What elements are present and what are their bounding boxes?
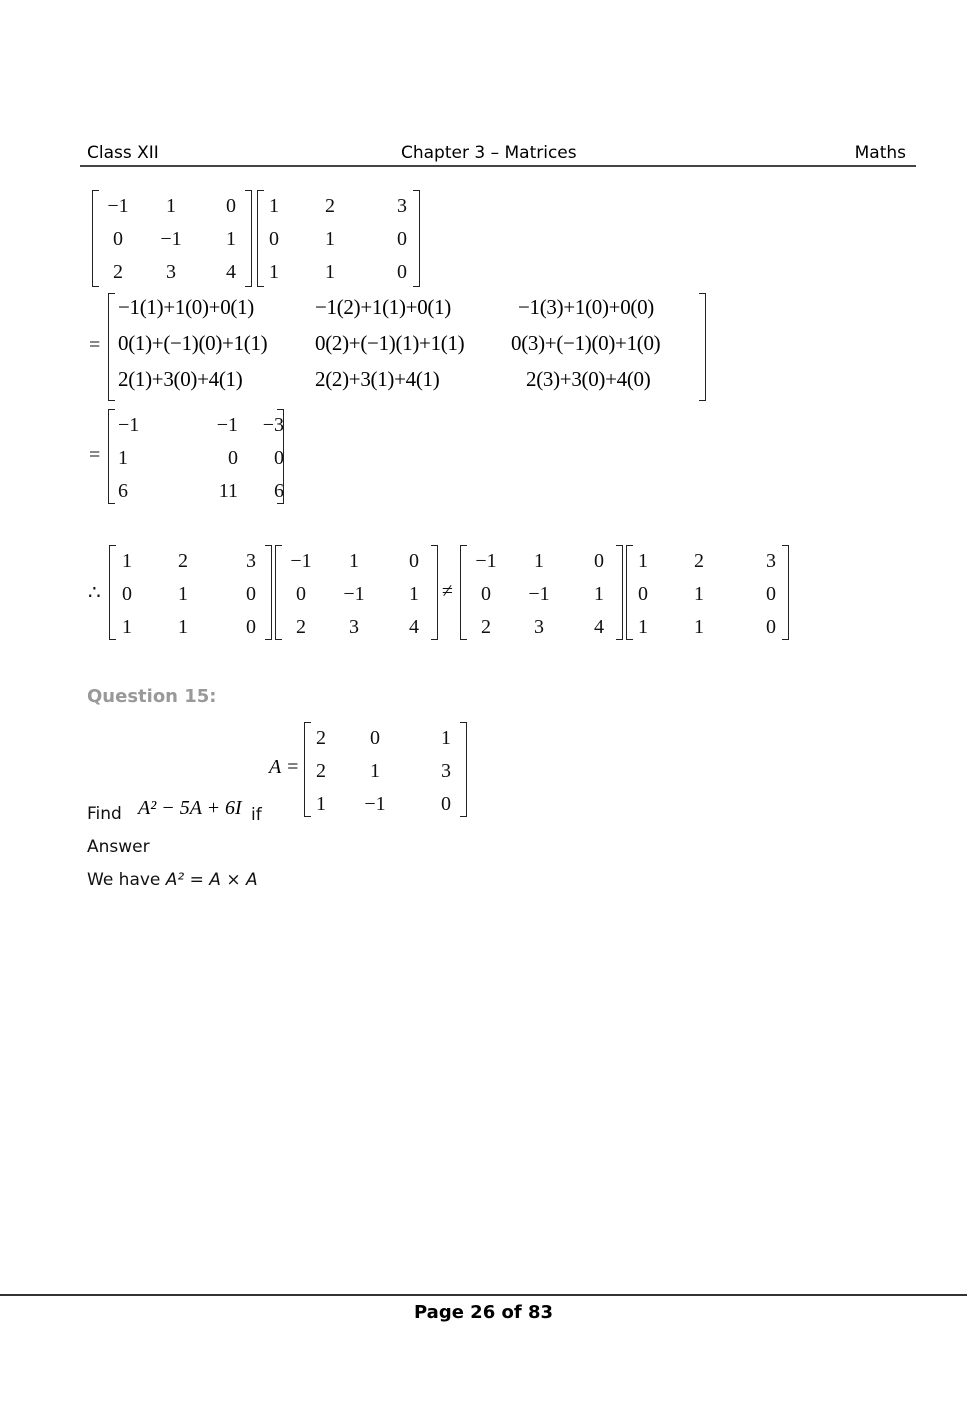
matrix-cell: 0: [481, 583, 491, 605]
matrix-cell: 1: [226, 228, 236, 250]
page-number: Page 26 of 83: [413, 1302, 554, 1323]
expanded-product-matrix: −1(1)+1(0)+0(1) −1(2)+1(1)+0(1) −1(3)+1(0)+0(0) 0(1)+(−1)(0)+1(1) 0(2)+(−1)(1)+1(1) 0(3)+(−1)(0)+1(0) 2(1)+3(0)+4(1) 2(2)+3(1)+4(1) 2(3)+3(0)+4(0): [108, 293, 706, 401]
matrix-cell: 1: [269, 195, 279, 217]
matrix-cell: 0: [766, 583, 776, 605]
matrix-cell: 1: [122, 616, 132, 638]
footer-divider: [0, 1294, 967, 1296]
matrix-cell: 2: [325, 195, 335, 217]
matrix-cell: 1: [316, 793, 326, 815]
matrix-cell: 1: [638, 550, 648, 572]
find-label: Find: [87, 804, 122, 824]
matrix-cell: 0: [766, 616, 776, 638]
matrix-cell: 1: [118, 447, 128, 469]
matrix-cell: 4: [594, 616, 604, 638]
matrix-cell: 3: [766, 550, 776, 572]
matrix-cell: 1: [370, 760, 380, 782]
matrix-cell: 0: [228, 447, 238, 469]
matrix-cell: 4: [409, 616, 419, 638]
not-equal-sign: ≠: [442, 580, 453, 602]
matrix-right-factor: [257, 190, 420, 287]
answer-label: Answer: [87, 837, 150, 857]
conclusion-matrix-2: [275, 545, 438, 640]
matrix-cell: 0: [409, 550, 419, 572]
conclusion-matrix-3: [460, 545, 623, 640]
matrix-cell: −1: [364, 793, 386, 815]
matrix-cell: 0: [594, 550, 604, 572]
matrix-cell: 1: [694, 616, 704, 638]
matrix-cell: 3: [441, 760, 451, 782]
matrix-cell: 0: [370, 727, 380, 749]
matrix-cell: 3: [166, 261, 176, 283]
therefore-symbol: ∴: [88, 582, 101, 604]
matrix-cell: 2: [113, 261, 123, 283]
matrix-A-label: A =: [269, 756, 300, 778]
result-matrix: [108, 409, 284, 504]
matrix-cell: 11: [218, 480, 238, 502]
matrix-cell: −1: [343, 583, 365, 605]
matrix-cell: 3: [397, 195, 407, 217]
matrix-cell: 1: [534, 550, 544, 572]
page-header: [80, 143, 916, 167]
matrix-cell: 1: [178, 583, 188, 605]
matrix-cell: 0: [226, 195, 236, 217]
matrix-cell: 1: [122, 550, 132, 572]
matrix-cell: −1: [118, 414, 140, 436]
matrix-left-factor: [92, 190, 252, 287]
matrix-cell: 2: [316, 760, 326, 782]
matrix-cell: 2: [296, 616, 306, 638]
matrix-cell: 0: [296, 583, 306, 605]
if-label: if: [251, 805, 262, 825]
header-subject: Maths: [854, 143, 906, 163]
equals-sign: =: [89, 334, 101, 356]
equals-sign: =: [89, 444, 101, 466]
matrix-cell: −1: [475, 550, 497, 572]
matrix-cell: 3: [534, 616, 544, 638]
expression: A² − 5A + 6I: [138, 797, 242, 819]
matrix-cell: 0: [397, 261, 407, 283]
matrix-cell: 0: [638, 583, 648, 605]
matrix-cell: 3: [349, 616, 359, 638]
matrix-cell: 1: [269, 261, 279, 283]
matrix-cell: 0: [274, 447, 284, 469]
matrix-cell: 0: [113, 228, 123, 250]
matrix-cell: 1: [178, 616, 188, 638]
we-have-line: We have A² = A × A: [87, 870, 258, 890]
matrix-cell: 0: [246, 616, 256, 638]
matrix-cell: 0: [122, 583, 132, 605]
matrix-cell: 1: [166, 195, 176, 217]
matrix-cell: 1: [638, 616, 648, 638]
matrix-cell: 0: [441, 793, 451, 815]
matrix-cell: 0: [269, 228, 279, 250]
matrix-cell: 1: [694, 583, 704, 605]
matrix-cell: 2: [316, 727, 326, 749]
matrix-cell: −1: [160, 228, 182, 250]
matrix-cell: −3: [262, 414, 284, 436]
matrix-cell: 0: [246, 583, 256, 605]
question-title: Question 15:: [87, 686, 217, 707]
matrix-cell: −1: [290, 550, 312, 572]
matrix-cell: −1: [216, 414, 238, 436]
matrix-cell: −1: [528, 583, 550, 605]
matrix-cell: 4: [226, 261, 236, 283]
matrix-cell: 2: [178, 550, 188, 572]
matrix-cell: 6: [118, 480, 128, 502]
matrix-cell: 1: [441, 727, 451, 749]
matrix-cell: 6: [274, 480, 284, 502]
matrix-cell: 1: [349, 550, 359, 572]
header-class: Class XII: [87, 143, 159, 163]
matrix-cell: 2: [694, 550, 704, 572]
matrix-cell: 1: [594, 583, 604, 605]
matrix-cell: 0: [397, 228, 407, 250]
matrix-cell: −1: [107, 195, 129, 217]
header-chapter: Chapter 3 – Matrices: [401, 143, 577, 163]
matrix-cell: 1: [325, 228, 335, 250]
matrix-cell: 2: [481, 616, 491, 638]
matrix-cell: 1: [409, 583, 419, 605]
conclusion-matrix-4: [626, 545, 789, 640]
matrix-A: [304, 722, 467, 817]
matrix-cell: 1: [325, 261, 335, 283]
matrix-cell: 3: [246, 550, 256, 572]
conclusion-matrix-1: [109, 545, 272, 640]
